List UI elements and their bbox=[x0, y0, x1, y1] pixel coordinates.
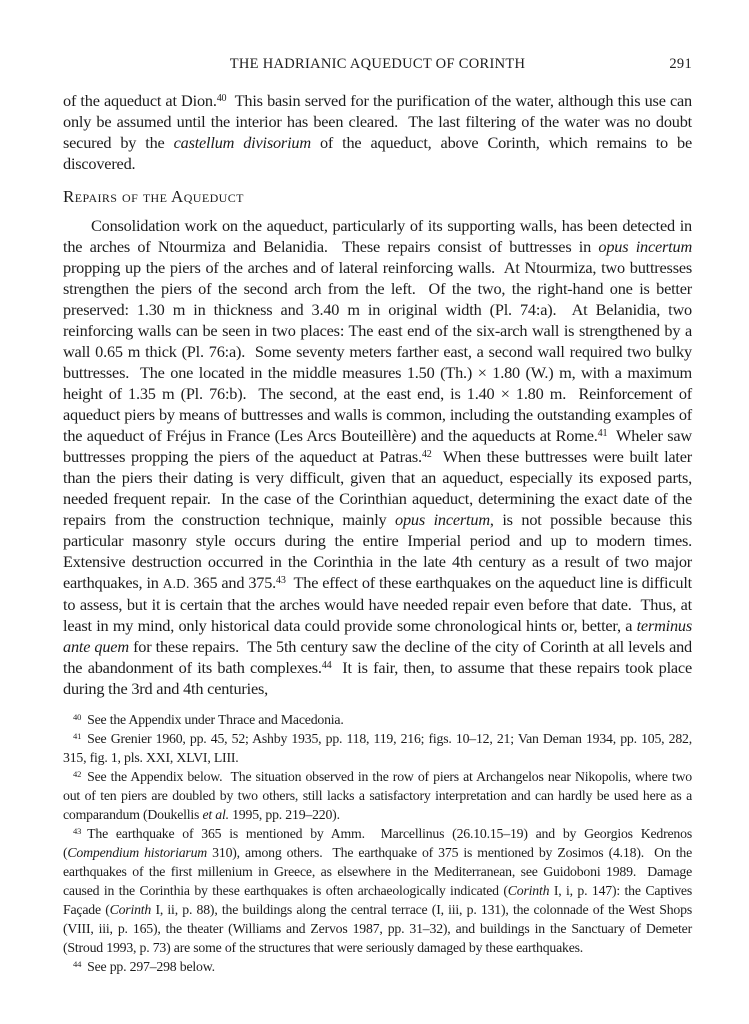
text-segment: castellum divisorium bbox=[173, 133, 311, 152]
footnotes-section bbox=[63, 710, 696, 976]
footnote-text bbox=[87, 959, 215, 974]
text-segment: terminus ante quem bbox=[63, 616, 696, 656]
text-segment: Corinth bbox=[507, 883, 550, 898]
footnote-marker: 43 bbox=[276, 574, 286, 586]
text-segment: This basin served for the purification of the water, although this use can only be assumed until the interior has been cleared. The last filtering of the water was no doubt secured by the bbox=[63, 91, 696, 152]
text-segment: 365 and 375. bbox=[189, 573, 277, 592]
footnote-marker: 42 bbox=[421, 448, 432, 460]
footnote-number: 42 bbox=[73, 768, 82, 779]
footnote bbox=[63, 710, 692, 729]
text-segment: Compendium historiarum bbox=[67, 845, 208, 860]
text-segment: propping up the piers of the arches and of lateral reinforcing walls. At Ntourmiza, two buttresses strengthen the piers of the second arch from the left. Of the two, the right-hand one is better preserved: 1.30 m in thickness and 3.40 m in original width (Pl. 74:a). At Belanidia, two reinforcing walls can be seen in two places: The east end of the six-arch wall is strengthened by a wall 0.65 m thick (Pl. 76:a). Some seventy meters farther east, a second wall required two bulky buttresses. The one located in the middle measures 1.50 (Th.) × 1.80 (W.) m, with a maximum height of 1.35 m (Pl. 76:b). The second, at the east end, is 1.40 × 1.80 m. Reinforcement of aqueduct piers by means of buttresses and walls is common, including the outstanding examples of the aqueduct of Fréjus in France (Les Arcs Bouteillère) and the aqueducts at Rome. bbox=[63, 237, 696, 445]
text-segment: 310), among others. The earthquake of 375 is mentioned by Zosimos (4.18). On the earthquakes of the first millenium in Greece, as elsewhere in the Mediterranean, see Guidoboni 1989. Damage caused in the Corinthia by these earthquakes is often archaeologically indicated ( bbox=[63, 845, 696, 898]
footnote bbox=[63, 767, 696, 824]
text-segment: When these buttresses were built later than the piers their dating is very difficult, given that an aqueduct, especially its exposed parts, needed frequent repair. In the case of the Corinthian aqueduct, determining the exact date of the repairs from the construction technique, mainly bbox=[63, 447, 696, 529]
footnote-marker: 44 bbox=[321, 659, 332, 671]
footnote bbox=[63, 824, 696, 957]
text-segment: The effect of these earthquakes on the aqueduct line is difficult to assess, but it is certain that the arches would have needed repair even before that date. Thus, at least in my mind, only historical data could provide some chronological hints or, better, a bbox=[63, 573, 696, 635]
text-segment: 1995, pp. 219–220). bbox=[228, 807, 340, 822]
footnote-text bbox=[63, 769, 695, 822]
article-body bbox=[63, 90, 700, 976]
text-segment: opus incertum bbox=[395, 510, 490, 529]
text-segment: Corinth bbox=[109, 902, 152, 917]
text-segment: Wheler saw buttresses propping the piers of the aqueduct at Patras. bbox=[63, 426, 696, 466]
text-segment: Consolidation work on the aqueduct, particularly of its supporting walls, has been detected in the arches of Ntourmiza and Belanidia. These repairs consist of buttresses in bbox=[63, 216, 696, 256]
text-segment: of the aqueduct, above Corinth, which remains to be discovered. bbox=[63, 133, 696, 173]
text-segment: I, ii, p. 88), the buildings along the central terrace (I, iii, p. 131), the colonnade of the West Shops (VIII, iii, p. 165), the theater (Williams and Zervos 1987, pp. 31–32), and buildings in the Sanctuary of Demeter (Stroud 1993, p. 73) are some of the structures that were seriously damaged by these earthquakes. bbox=[63, 902, 696, 955]
text-segment: See the Appendix under Thrace and Macedonia. bbox=[87, 712, 344, 727]
text-segment: of the aqueduct at Dion. bbox=[63, 91, 217, 110]
running-head-title: THE HADRIANIC AQUEDUCT OF CORINTH bbox=[229, 56, 526, 72]
text-segment: A.D. bbox=[162, 576, 190, 591]
paragraph-continuation bbox=[63, 90, 696, 174]
text-segment: The earthquake of 365 is mentioned by Amm. Marcellinus (26.10.15–19) and by Georgios Kedrenos ( bbox=[63, 826, 696, 860]
footnote-number: 44 bbox=[73, 958, 82, 969]
page-number: 291 bbox=[669, 56, 692, 72]
section-heading: Repairs of the Aqueduct bbox=[63, 187, 244, 206]
footnote-number: 40 bbox=[73, 711, 82, 722]
footnote bbox=[63, 729, 696, 767]
footnote-marker: 41 bbox=[597, 427, 608, 439]
text-segment: opus incertum bbox=[598, 237, 692, 256]
text-segment: See the Appendix below. The situation observed in the row of piers at Archangelos near Nikopolis, where two out of ten piers are doubled by two others, still lacks a satisfactory interpretation and can hardly be used here as a comparandum (Doukellis bbox=[63, 769, 696, 822]
footnote-text bbox=[63, 826, 695, 955]
text-segment: for these repairs. The 5th century saw the decline of the city of Corinth at all levels and the abandonment of its bath complexes. bbox=[63, 637, 696, 677]
text-segment: I, i, p. 147): the Captives Façade ( bbox=[63, 883, 696, 917]
footnote-marker: 40 bbox=[216, 92, 227, 104]
footnote-text bbox=[87, 712, 343, 727]
text-segment: et al. bbox=[202, 807, 229, 822]
text-segment: , is not possible because this particular masonry style occurs during the entire Imperial period and up to modern times. Extensive destruction occurred in the Corinthia in the late 4th century as a result of two major earthquakes, in bbox=[63, 510, 700, 592]
paragraph-repairs bbox=[63, 215, 700, 699]
footnote-text bbox=[63, 731, 695, 765]
running-header bbox=[63, 56, 692, 72]
text-segment: See Grenier 1960, pp. 45, 52; Ashby 1935, pp. 118, 119, 216; figs. 10–12, 21; Van Deman 1934, pp. 105, 282, 315, fig. 1, pls. XXI, XLVI, LIII. bbox=[63, 731, 696, 765]
footnote-number: 43 bbox=[73, 825, 82, 836]
text-segment: It is fair, then, to assume that these repairs took place during the 3rd and 4th centuries, bbox=[63, 658, 696, 698]
footnote-number: 41 bbox=[73, 730, 82, 741]
footnote bbox=[63, 957, 692, 976]
text-segment: See pp. 297–298 below. bbox=[87, 959, 215, 974]
